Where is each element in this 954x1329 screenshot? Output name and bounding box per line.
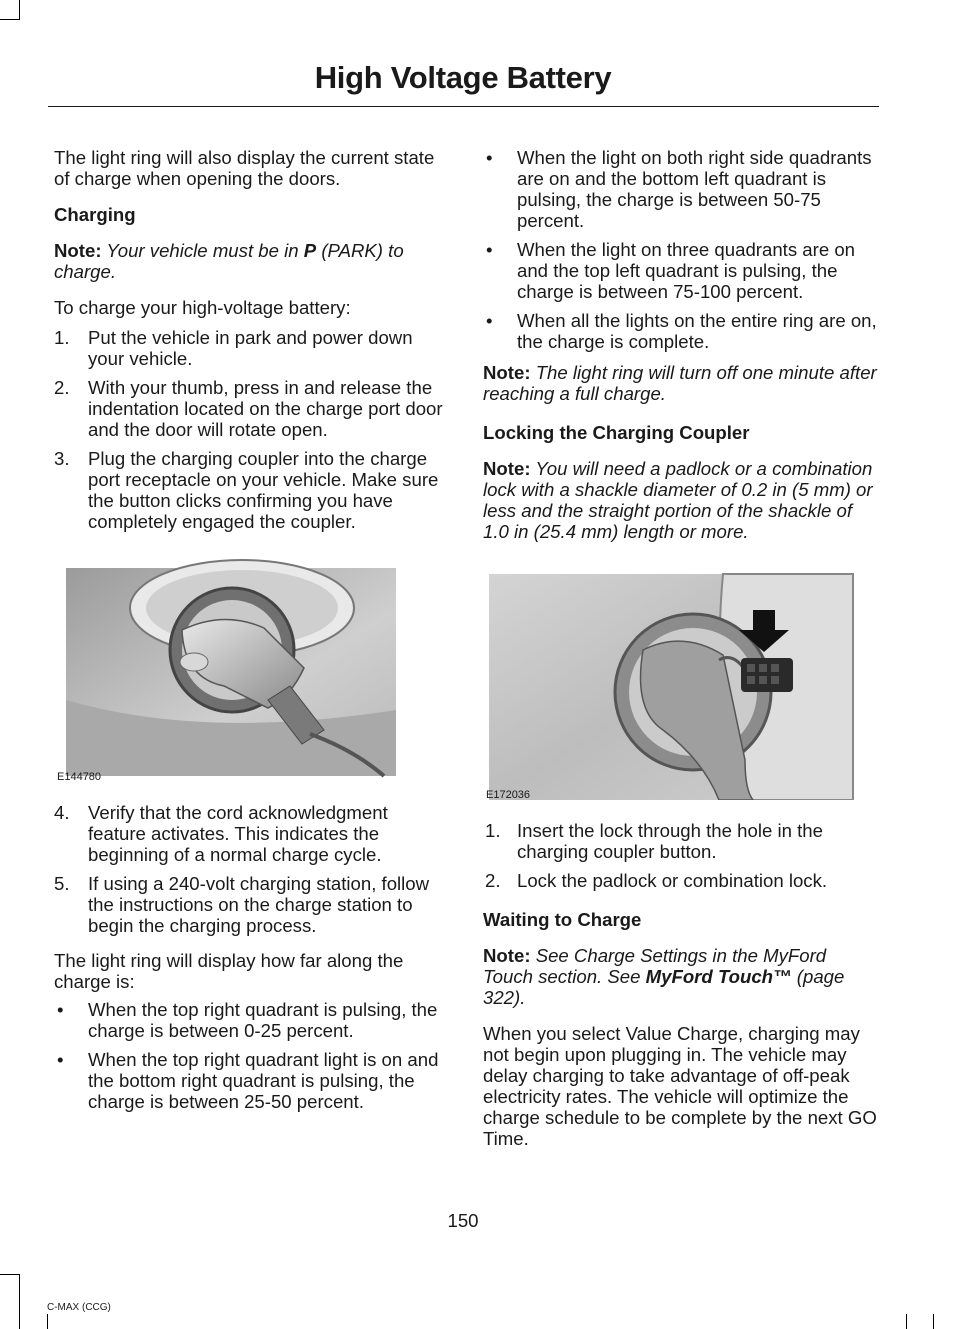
locking-heading: Locking the Charging Coupler [483, 422, 750, 443]
charging-coupler-illustration [54, 550, 446, 782]
crop-mark [0, 19, 20, 20]
list-item [54, 873, 446, 936]
note-text: You will need a padlock or a combination lock with a shackle diameter of 0.2 in (5 mm) or less and the straight portion of the shackle of 1.0 in (25.4 mm) length or more. [483, 458, 873, 542]
bullet-text: When all the lights on the entire ring are on, the charge is complete. [517, 310, 877, 352]
bullet-icon: • [486, 239, 493, 260]
bullet-text: When the light on both right side quadrants are on and the bottom left quadrant is pulsing, the charge is between 50-75 percent. [517, 147, 872, 231]
list-item [54, 448, 446, 532]
step-number: 2. [54, 377, 70, 398]
light-ring-intro: The light ring will display how far along the charge is: [54, 950, 404, 992]
step-text: Insert the lock through the hole in the charging coupler button. [517, 820, 823, 862]
padlock-note [483, 458, 877, 542]
intro-paragraph: The light ring will also display the current state of charge when opening the doors. [54, 147, 435, 189]
page-title: High Voltage Battery [314, 60, 612, 95]
note-label: Note: [54, 240, 102, 261]
document-code: C-MAX (CCG) [47, 1302, 111, 1313]
bullet-text: When the top right quadrant is pulsing, the charge is between 0-25 percent. [88, 999, 438, 1041]
note-label: Note: [483, 945, 531, 966]
bullet-icon: • [57, 1049, 64, 1070]
figure-label: E172036 [486, 789, 531, 801]
crop-mark [19, 1274, 20, 1329]
note-park-letter: P [303, 240, 317, 261]
crop-mark [933, 1314, 934, 1329]
bullet-text: When the top right quadrant light is on and the bottom right quadrant is pulsing, the charge is between 25-50 percent. [88, 1049, 439, 1112]
step-text: Put the vehicle in park and power down your vehicle. [88, 327, 413, 369]
step-number: 2. [485, 870, 501, 891]
bullet-text: When the light on three quadrants are on and the top left quadrant is pulsing, the charge is between 75-100 percent. [517, 239, 856, 302]
list-item [483, 239, 877, 302]
padlock-figure [483, 560, 877, 820]
bullet-icon: • [57, 999, 64, 1020]
step-text: Verify that the cord acknowledgment feature activates. This indicates the beginning of a normal charge cycle. [88, 802, 388, 865]
bullet-icon: • [486, 310, 493, 331]
note-label: Note: [483, 362, 531, 383]
list-item [54, 999, 446, 1041]
note-text: See Charge Settings in the MyFord Touch section. See [483, 945, 827, 987]
crop-mark [47, 1314, 48, 1329]
charge-settings-note [483, 945, 877, 1008]
park-note [54, 240, 446, 282]
charging-heading: Charging [54, 204, 136, 225]
list-item [54, 327, 446, 369]
light-ring-note [483, 362, 877, 404]
note-text: (PARK) to charge. [54, 240, 404, 282]
note-label: Note: [483, 458, 531, 479]
step-number: 1. [54, 327, 70, 348]
list-item [483, 820, 877, 862]
myford-touch-reference: MyFord Touch™ [645, 966, 792, 987]
note-text: The light ring will turn off one minute after reaching a full charge. [483, 362, 877, 404]
step-number: 1. [485, 820, 501, 841]
right-column [483, 147, 877, 1164]
figure-label: E144780 [57, 771, 102, 783]
list-item [483, 310, 877, 352]
waiting-heading: Waiting to Charge [483, 909, 642, 930]
step-text: Lock the padlock or combination lock. [517, 870, 828, 891]
step-number: 4. [54, 802, 70, 823]
bullet-icon: • [486, 147, 493, 168]
list-item [483, 147, 877, 231]
list-item [54, 1049, 446, 1112]
list-item [54, 802, 446, 865]
charge-instructions-intro: To charge your high-voltage battery: [54, 297, 351, 318]
list-item [483, 870, 877, 891]
padlock-illustration [483, 560, 877, 800]
left-column [54, 147, 446, 1120]
page-number: 150 [447, 1210, 479, 1231]
note-text: Your vehicle must be in [106, 240, 299, 261]
list-item [54, 377, 446, 440]
note-text: (page 322). [483, 966, 845, 1008]
step-text: If using a 240-volt charging station, follow the instructions on the charge station to begin the charging process. [88, 873, 430, 936]
step-text: Plug the charging coupler into the charge port receptacle on your vehicle. Make sure the button clicks confirming you have completely engaged the coupler. [88, 448, 439, 532]
step-number: 3. [54, 448, 70, 469]
crop-mark [906, 1314, 907, 1329]
title-divider [48, 106, 879, 107]
step-text: With your thumb, press in and release the indentation located on the charge port door and the door will rotate open. [88, 377, 443, 440]
crop-mark [0, 1274, 20, 1275]
value-charge-paragraph: When you select Value Charge, charging may not begin upon plugging in. The vehicle may delay charging to take advantage of off-peak electricity rates. The vehicle will optimize the charge schedule to be complete by the next GO Time. [483, 1023, 877, 1149]
crop-mark [19, 0, 20, 20]
charge-port-figure [54, 550, 446, 802]
step-number: 5. [54, 873, 70, 894]
